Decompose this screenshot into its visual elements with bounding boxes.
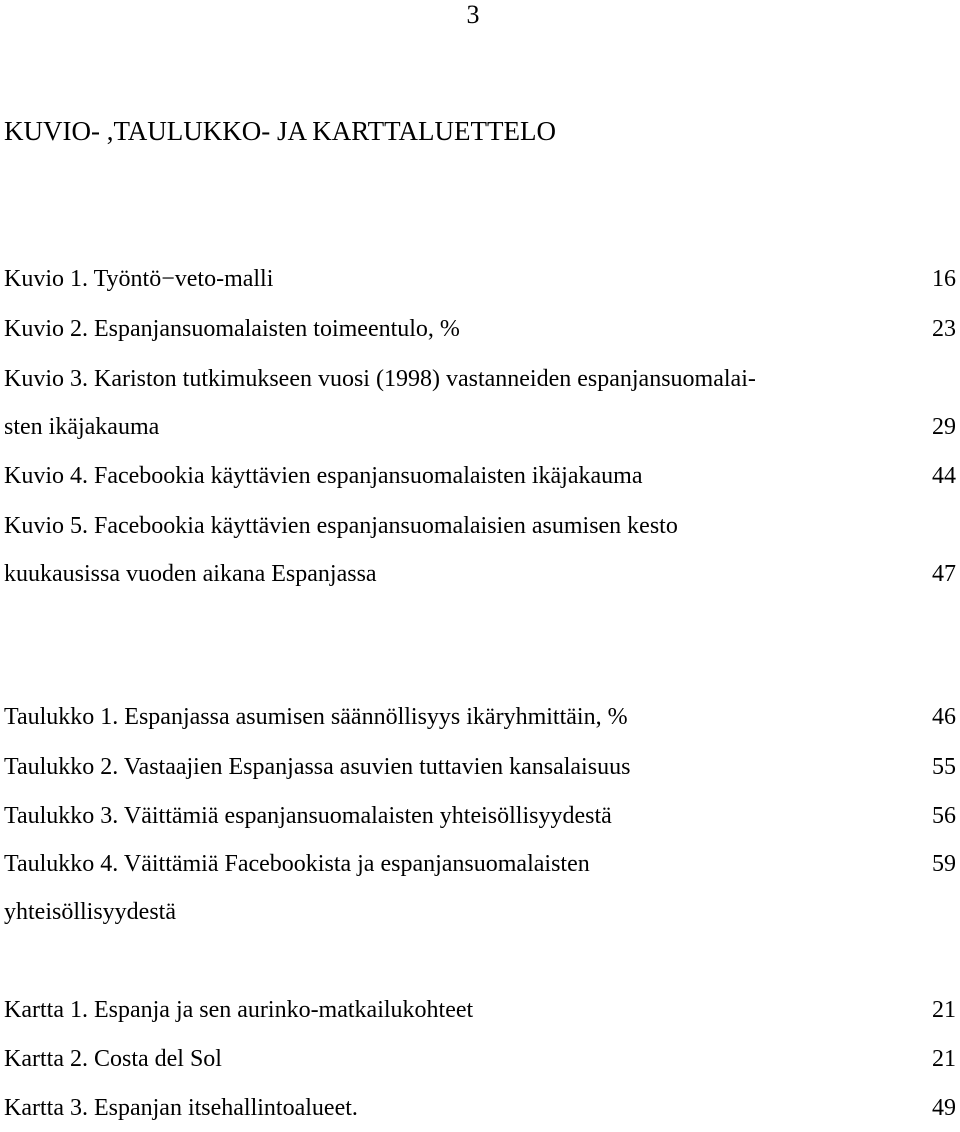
toc-entry-table-4 (4, 840, 956, 936)
toc-entry-map-1 (4, 986, 956, 1034)
toc-entry-page: 46 (932, 704, 956, 730)
toc-entry-page: 23 (932, 316, 956, 342)
toc-entry-page: 16 (932, 266, 956, 292)
toc-entry-table-2 (4, 743, 956, 791)
toc-entry-label-line-2: kuukausissa vuoden aikana Espanjassa (4, 561, 377, 587)
toc-entry-label-line-1: Kuvio 5. Facebookia käyttävien espanjansuomalaisien asumisen kesto (4, 513, 678, 539)
toc-entry-label: Taulukko 3. Väittämiä espanjansuomalaisten yhteisöllisyydestä (4, 803, 612, 829)
toc-entry-label: Kuvio 4. Facebookia käyttävien espanjansuomalaisten ikäjakauma (4, 463, 643, 489)
toc-entry-page: 56 (932, 803, 956, 829)
toc-entry-label-line-1: Taulukko 4. Väittämiä Facebookista ja espanjansuomalaisten (4, 851, 590, 877)
toc-entry-figure-1 (4, 255, 956, 303)
page-number: 3 (466, 0, 480, 29)
toc-entry-label: Kartta 2. Costa del Sol (4, 1046, 222, 1072)
toc-entry-label-line-2: sten ikäjakauma (4, 414, 160, 440)
toc-entry-page: 21 (932, 997, 956, 1023)
toc-entry-label: Kuvio 2. Espanjansuomalaisten toimeentulo, % (4, 316, 460, 342)
toc-entry-page: 59 (932, 851, 956, 877)
toc-entry-label-line-2: yhteisöllisyydestä (4, 899, 176, 925)
toc-entry-page: 29 (932, 414, 956, 440)
toc-entry-figure-2 (4, 305, 956, 353)
toc-entry-label: Kartta 3. Espanjan itsehallintoalueet. (4, 1095, 358, 1121)
toc-entry-page: 21 (932, 1046, 956, 1072)
toc-entry-map-2 (4, 1035, 956, 1083)
toc-entry-label: Kuvio 1. Työntö−veto-malli (4, 266, 274, 292)
toc-entry-page: 47 (932, 561, 956, 587)
toc-entry-figure-4 (4, 452, 956, 500)
toc-entry-page: 55 (932, 754, 956, 780)
toc-entry-figure-3 (4, 355, 956, 451)
toc-entry-figure-5 (4, 502, 956, 598)
toc-entry-page: 44 (932, 463, 956, 489)
toc-entry-table-3 (4, 792, 956, 840)
toc-entry-label: Kartta 1. Espanja ja sen aurinko-matkailukohteet (4, 997, 474, 1023)
toc-entry-label-line-1: Kuvio 3. Kariston tutkimukseen vuosi (1998) vastanneiden espanjansuomalai- (4, 366, 756, 392)
toc-entry-label: Taulukko 2. Vastaajien Espanjassa asuvien tuttavien kansalaisuus (4, 754, 631, 780)
toc-entry-map-3 (4, 1084, 956, 1132)
toc-entry-page: 49 (932, 1095, 956, 1121)
page-title: KUVIO- ,TAULUKKO- JA KARTTALUETTELO (4, 116, 556, 146)
toc-entry-table-1 (4, 693, 956, 741)
toc-entry-label: Taulukko 1. Espanjassa asumisen säännöllisyys ikäryhmittäin, % (4, 704, 628, 730)
